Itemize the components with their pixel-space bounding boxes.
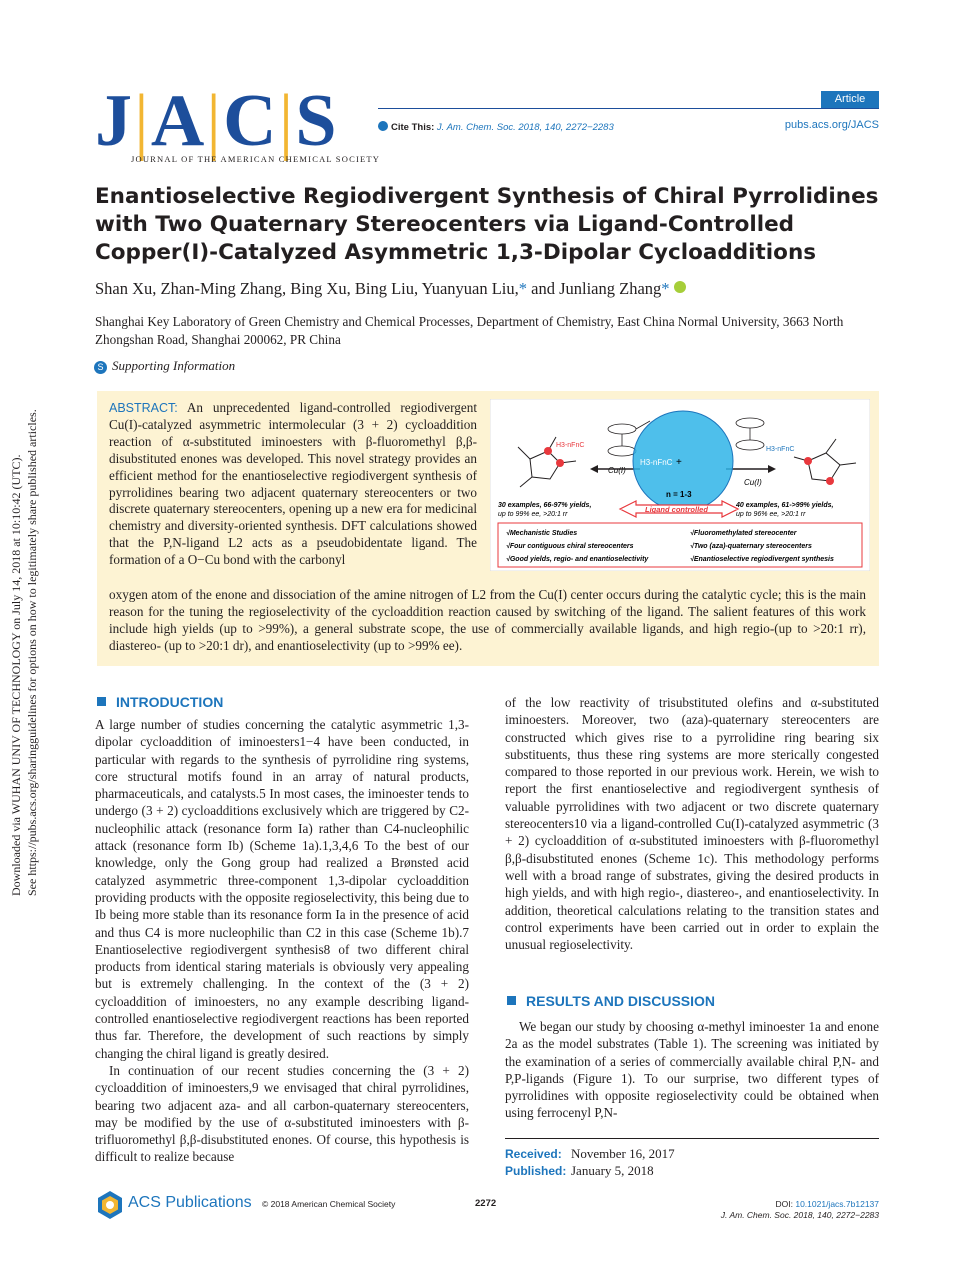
sidebar-line-2: See https://pubs.acs.org/sharingguidelines for options on how to legitimately share published articles. (25, 409, 39, 896)
cite-icon (378, 121, 388, 131)
abstract-text-2: oxygen atom of the enone and dissociation of the amine nitrogen of L2 from the Cu(I) center occurs during the catalytic cycle; this is the main reason for the tuning the regioselectivity of the cycloaddition reaction caused by switching of the ligand. The salient features of this work include high yields (up to >99%), a general substrate scope, the use of commercially available ligands, and high regio-(up to >20:1 rr), diastereo- (up to >20:1 dr), and enantioselectivity (up to >99% ee). (109, 587, 866, 653)
logo-tagline: JOURNAL OF THE AMERICAN CHEMICAL SOCIETY (131, 154, 381, 164)
received-label: Received: (505, 1147, 562, 1161)
published-label: Published: (505, 1164, 567, 1178)
results-heading-text: RESULTS AND DISCUSSION (526, 993, 716, 1009)
authors-text: Shan Xu, Zhan-Ming Zhang, Bing Xu, Bing Liu, Yuanyuan Liu, (95, 279, 519, 298)
journal-logo (95, 80, 385, 164)
cite-text[interactable]: J. Am. Chem. Soc. 2018, 140, 2272−2283 (436, 122, 614, 133)
logo-letters: J|A|C|S (95, 80, 339, 162)
intro-paragraph-1: A large number of studies concerning the catalytic asymmetric 1,3-dipolar cycloaddition of iminoesters1−4 have been conducted, in particular with regards to the synthesis of pyrrolidine ring systems, core structural motifs found in an array of natural products, pharmaceuticals, and catalysts.5 In most cases, the iminoester tends to undergo (3 + 2) cycloadditions exclusively which are triggered by C2-nucleophilic attack (resonance form Ia) rather than C4-nucleophilic attack (resonance form Ib) (Scheme 1a).1,3,4,6 To the best of our knowledge, only the Gong group had realized a Brønsted acid catalyzed asymmetric three-component 1,3-dipolar cycloaddition providing products with the opposite regioselectivity, this being due to Ib being more stable than its resonance form Ia in the presence of acid and thus C4 is more nucleophilic than C2 in this case (Scheme 1b).7 Enantioselective regiodivergent synthesis8 of two different chiral products from identical staring materials is obviously very appealing but is extremely challenging. In the context of the (3 + 2) cycloaddition of iminoesters, no any example describing ligand-controlled enantioselective regiodivergent reactions has been reported thus far. Therefore, the development of such reactions by simply changing the chiral ligand is greatly desired. (95, 717, 469, 1061)
left-summary-2: up to 99% ee, >20:1 rr (498, 511, 568, 518)
feature-right-1: √Fluoromethylated stereocenter (690, 530, 797, 537)
supporting-info-label[interactable]: Supporting Information (112, 358, 236, 373)
article-title: Enantioselective Regiodivergent Synthesis of Chiral Pyrrolidines with Two Quaternary Stereocenters via Ligand-Controlled Copper(I)-Catalyzed Asymmetric 1,3-Dipolar Cycloadditions (95, 184, 879, 265)
ligand-controlled-label: Ligand controlled (645, 505, 708, 514)
cite-label: Cite This: (391, 122, 435, 133)
section-heading-introduction (97, 694, 223, 710)
abstract-part-1: An unprecedented ligand-controlled regiodivergent Cu(I)-catalyzed asymmetric intermolecular (3 + 2) cycloaddition reaction of α-substituted iminoesters with β-fluoromethyl β,β-disubstituted enones was developed. This novel strategy provides an efficient method for the enantioselective regiodivergent synthesis of pyrrolidines bearing two adjacent quaternary stereocenters or two discrete quaternary stereocenters, opening up a new era for medicinal chemistry and diversity-oriented synthesis. DFT calculations showed that the P,N-ligand L2 acts as a pseudobidentate ligand. The formation of a O−Cu bond with the carbonyl (109, 400, 477, 568)
right-stereo-dot-1 (804, 457, 812, 465)
supporting-info-link[interactable] (97, 358, 236, 374)
right-column-results (505, 1018, 879, 1122)
right-catalyst-label: Cu(I) (744, 478, 762, 487)
published-value: January 5, 2018 (571, 1163, 654, 1178)
received-date (505, 1146, 675, 1162)
toc-graphic (490, 399, 870, 571)
section-heading-results (507, 993, 715, 1009)
right-summary-2: up to 96% ee, >20:1 rr (736, 511, 806, 518)
feature-right-3: √Enantioselective regiodivergent synthesis (690, 556, 834, 563)
doi-block (721, 1199, 879, 1221)
left-stereo-dot-1 (544, 447, 552, 455)
acs-hexagon-icon (95, 1190, 125, 1220)
dates-rule (505, 1138, 879, 1139)
orcid-icon[interactable] (674, 281, 686, 293)
publisher-name: ACS Publications (128, 1194, 252, 1211)
download-sidebar (8, 386, 44, 896)
feature-left-3: √Good yields, regio- and enantioselectivity (506, 556, 649, 563)
sidebar-line-1: Downloaded via WUHAN UNIV OF TECHNOLOGY on July 14, 2018 at 10:10:42 (UTC). (9, 454, 23, 896)
authors-last: and Junliang Zhang (531, 279, 662, 298)
received-value: November 16, 2017 (571, 1146, 675, 1161)
abstract-label: ABSTRACT: (109, 401, 178, 415)
acs-publications-logo[interactable] (95, 1190, 255, 1222)
intro-paragraph-2: In continuation of our recent studies concerning the (3 + 2) cycloaddition of iminoesters,9 we envisaged that chiral pyrrolidines, bearing two adjacent aza- and all carbon-quaternary stereocenters, may be modified by the use of α-substituted iminoesters with β-trifluoromethyl β,β-disubstituted enones. Of course, this hypothesis is difficult to realize because (95, 1062, 469, 1165)
author-list (95, 279, 686, 299)
center-plus: + (676, 457, 682, 468)
left-stereo-dot-2 (556, 459, 564, 467)
right-cf-label: H3-nFnC (766, 446, 795, 453)
feature-left-1: √Mechanistic Studies (506, 530, 578, 537)
section-bullet-icon (97, 697, 106, 706)
right-summary-1: 40 examples, 61->99% yields, (736, 502, 834, 509)
doi-label: DOI: (775, 1199, 793, 1209)
doi-link[interactable]: 10.1021/jacs.7b12137 (795, 1199, 879, 1209)
footer-citation: J. Am. Chem. Soc. 2018, 140, 2272−2283 (720, 1210, 879, 1220)
abstract-text-1 (109, 400, 477, 569)
feature-right-2: √Two (aza)-quaternary stereocenters (690, 543, 812, 550)
sidebar-text (8, 386, 40, 896)
supporting-info-icon: S (94, 361, 107, 374)
intro-paragraph-3: of the low reactivity of trisubstituted olefins and α-substituted iminoesters. Moreover, two (aza)-quaternary stereocenters are constructed which gives rise to a pyrrolidine ring bearing six substituents, thus these ring systems are more sterically congested compared to those reported in our previous work. Herein, we wish to report the first enantioselective and regiodivergent synthesis of valuable pyrrolidines with two adjacent or two discrete quaternary stereocenters10 via a ligand-controlled Cu(I)-catalyzed asymmetric (3 + 2) cycloaddition of α-substituted iminoesters with β-fluoromethyl β,β-disubstituted enones (Scheme 1c). This methodology performs well with a broad range of substrates, giving the desired products in high yields, and with high regio-, diastereo-, and enantioselectivity. In addition, theoretical calculations relating to the transition states and control experiments have been carried out in order to explain the unusual regioselectivity. (505, 695, 879, 953)
feature-left-2: √Four contiguous chiral stereocenters (506, 543, 634, 550)
center-n-label: n = 1-3 (666, 490, 692, 499)
corresponding-star-2[interactable]: * (661, 279, 670, 298)
page-number: 2272 (475, 1198, 497, 1209)
right-stereo-dot-2 (826, 477, 834, 485)
article-type-badge: Article (821, 91, 879, 108)
published-date (505, 1163, 654, 1179)
journal-url[interactable]: pubs.acs.org/JACS (784, 119, 879, 131)
center-formula: H3-nFnC (640, 458, 673, 467)
section-bullet-icon (507, 996, 516, 1005)
results-paragraph-1: We began our study by choosing α-methyl iminoester 1a and enone 2a as the model substrates (Table 1). The screening was initiated by the examination of a series of commercially available chiral P,N- and P,P-ligands (Figure 1). To our surprise, two different types of pyrrolidines with opposite regioselectivity could be obtained when using ferrocenyl P,N- (505, 1019, 879, 1121)
left-catalyst-label: Cu(I) (608, 466, 626, 475)
copyright: © 2018 American Chemical Society (262, 1199, 396, 1209)
introduction-heading-text: INTRODUCTION (116, 694, 224, 710)
header-rule (378, 108, 879, 109)
abstract-box (97, 391, 879, 666)
cite-this[interactable] (378, 121, 614, 133)
left-cf3-label: H3-nFnC (556, 442, 585, 449)
right-column-top (505, 694, 879, 953)
corresponding-star[interactable]: * (518, 279, 528, 298)
left-summary-1: 30 examples, 66-97% yields, (498, 502, 592, 509)
left-column (95, 716, 469, 1166)
affiliation: Shanghai Key Laboratory of Green Chemistry and Chemical Processes, Department of Chemistry, East China Normal University, 3663 North Zhongshan Road, Shanghai 200062, PR China (95, 314, 844, 347)
